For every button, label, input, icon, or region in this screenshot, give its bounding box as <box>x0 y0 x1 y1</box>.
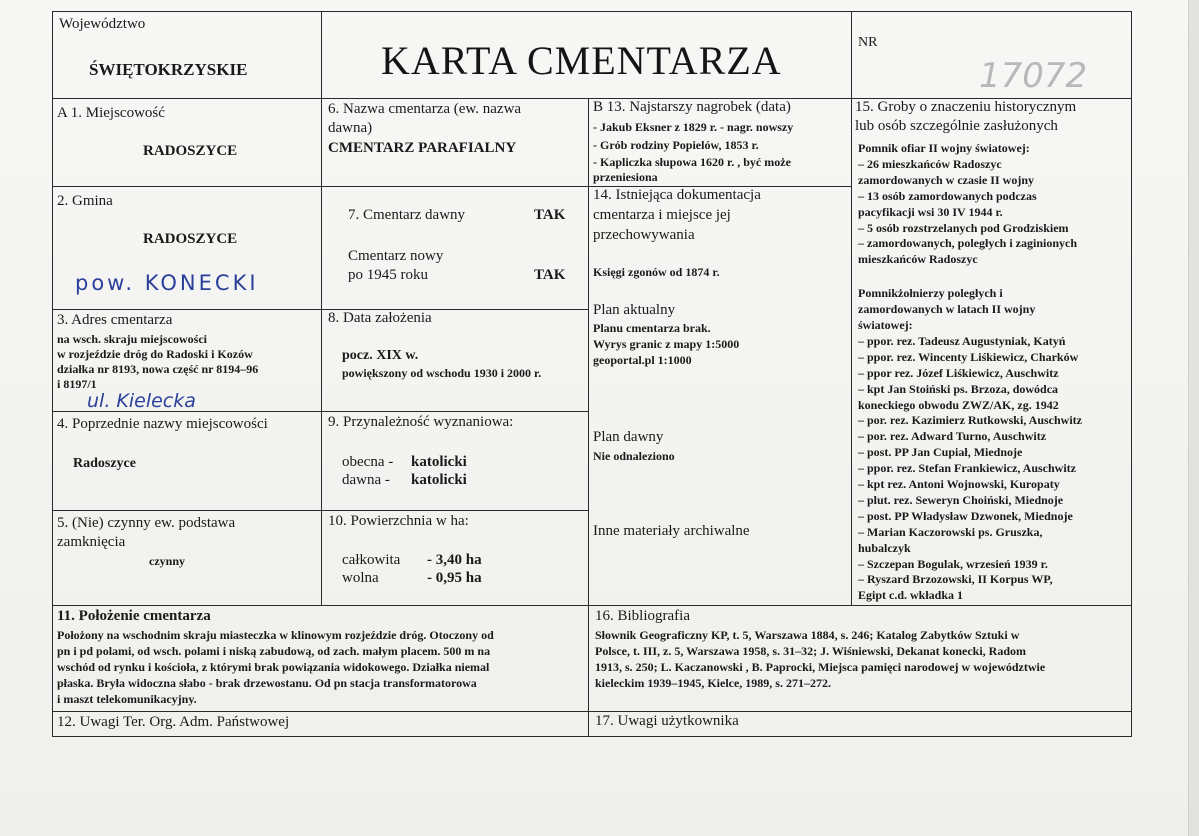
field-11-line: pn i pd polami, od wsch. polami i niską zabudową, od zach. małym placem. 500 m na <box>57 644 491 658</box>
field-15-line: – 26 mieszkańców Radoszyc <box>858 156 1002 171</box>
field-14-plan-current-line: geoportal.pl 1:1000 <box>593 353 692 367</box>
field-3-line: w rozjeździe dróg do Radoski i Kozów <box>57 347 253 361</box>
field-6-label: dawna) <box>328 120 373 136</box>
field-17-label: 17. Uwagi użytkownika <box>595 713 739 729</box>
field-9-label: 9. Przynależność wyznaniowa: <box>328 414 514 430</box>
field-1-locality <box>52 98 322 187</box>
field-15-line: hubalczyk <box>858 540 911 555</box>
field-15-label: lub osób szczególnie zasłużonych <box>855 118 1058 134</box>
field-13-line: - Jakub Eksner z 1829 r. - nagr. nowszy <box>593 120 794 134</box>
field-14-label: przechowywania <box>593 227 695 243</box>
field-13-line: przeniesiona <box>593 170 658 184</box>
field-14-plan-old-label: Plan dawny <box>593 429 664 445</box>
field-15-line: – 13 osób zamordowanych podczas <box>858 188 1037 203</box>
field-14-other-materials-label: Inne materiały archiwalne <box>593 523 750 539</box>
field-15-line: – por. rez. Kazimierz Rutkowski, Auschwitz <box>858 413 1082 428</box>
field-4-value: Radoszyce <box>73 456 136 471</box>
field-15-line: – ppor. rez. Wincenty Liśkiewicz, Charków <box>858 349 1079 364</box>
field-15-historic-graves <box>851 98 1132 606</box>
field-12-admin-notes <box>52 711 589 737</box>
field-14-plan-current-line: Planu cmentarza brak. <box>593 321 711 335</box>
field-11-line: Położony na wschodnim skraju miasteczka w klinowym rozjeździe dróg. Otoczony od <box>57 628 494 642</box>
field-13-line: - Grób rodziny Popielów, 1853 r. <box>593 138 759 152</box>
field-15-line: – ppor rez. Józef Liśkiewicz, Auschwitz <box>858 365 1059 380</box>
field-7-cemetery-type <box>321 186 589 310</box>
field-10-area <box>321 510 589 606</box>
field-13-label: B 13. Najstarszy nagrobek (data) <box>593 99 791 115</box>
field-15-line: – ppor. rez. Tadeusz Augustyniak, Katyń <box>858 333 1066 348</box>
field-15-line: Pomnik ofiar II wojny światowej: <box>858 141 1030 155</box>
field-10-total-value: - 3,40 ha <box>427 552 482 568</box>
field-15-line: – kpt Jan Stoiński ps. Brzoza, dowódca <box>858 381 1059 396</box>
field-3-handwritten-street: ul. Kielecka <box>87 390 196 412</box>
field-2-commune <box>52 186 322 310</box>
field-9-denomination <box>321 411 589 511</box>
field-15-line: – 5 osób rozstrzelanych pod Grodziskiem <box>858 220 1069 235</box>
field-15-line: pacyfikacji wsi 30 IV 1944 r. <box>858 204 1003 219</box>
field-8-value: pocz. XIX w. <box>342 348 419 363</box>
field-15-line: – zamordowanych, poległych i zaginionych <box>858 236 1078 251</box>
field-16-label: 16. Bibliografia <box>595 608 690 624</box>
field-15-line: – ppor. rez. Stefan Frankiewicz, Auschwitz <box>858 461 1076 476</box>
field-15-line: – kpt rez. Antoni Wojnowski, Kuropaty <box>858 477 1060 491</box>
field-15-line: – post. PP Władysław Dzwonek, Miednoje <box>858 508 1073 523</box>
field-14-label: cmentarza i miejsce jej <box>593 207 731 223</box>
field-4-label: 4. Poprzednie nazwy miejscowości <box>57 416 268 432</box>
field-15-line: zamordowanych w latach II wojny <box>858 302 1036 317</box>
field-17-user-notes <box>588 711 1132 737</box>
field-3-line: działka nr 8193, nowa część nr 8194–96 <box>57 362 259 376</box>
field-11-line: płaska. Bryła widoczna słabo - brak drzewostanu. Od pn stacja transformatorowa <box>57 676 477 690</box>
field-3-label: 3. Adres cmentarza <box>57 312 173 328</box>
field-7-label-new: po 1945 roku <box>348 267 428 283</box>
field-16-line: 1913, s. 250; L. Kaczanowski , B. Paprocki, Miejsca pamięci narodowej w województwie <box>595 660 1046 674</box>
nr-label: NR <box>858 35 878 50</box>
field-13-oldest-tombstone <box>588 98 852 187</box>
field-13-line: - Kapliczka słupowa 1620 r. , być może <box>593 155 791 169</box>
field-3-line: na wsch. skraju miejscowości <box>57 332 207 346</box>
nr-cell <box>851 11 1132 99</box>
field-15-line: Pomnikżołnierzy poległych i <box>858 286 1003 301</box>
field-10-free-label: wolna <box>342 570 379 586</box>
field-9-current-value: katolicki <box>411 454 467 470</box>
paper-edge <box>1188 0 1199 836</box>
field-14-documentation <box>588 186 852 606</box>
field-2-label: 2. Gmina <box>57 193 113 209</box>
voivodeship-cell <box>52 11 322 99</box>
field-3-line: i 8197/1 <box>57 377 97 391</box>
field-8-note: powiększony od wschodu 1930 i 2000 r. <box>342 366 542 380</box>
field-16-line: Polsce, t. III, z. 5, Warszawa 1958, s. 31–32; J. Wiśniewski, Dekanat konecki, Radom <box>595 644 1027 658</box>
field-2-value: RADOSZYCE <box>143 231 238 247</box>
field-16-line: kieleckim 1939–1945, Kielce, 1989, s. 271–272. <box>595 676 831 690</box>
title-cell <box>321 11 852 99</box>
field-15-line: – plut. rez. Seweryn Choiński, Miednoje <box>858 492 1064 507</box>
field-15-line: – Szczepan Bogulak, wrzesień 1939 r. <box>858 556 1048 571</box>
field-12-label: 12. Uwagi Ter. Org. Adm. Państwowej <box>57 714 290 730</box>
field-15-line: mieszkańców Radoszyc <box>858 252 978 267</box>
field-5-value: czynny <box>149 554 185 568</box>
field-15-line: – Marian Kaczorowski ps. Gruszka, <box>858 524 1043 539</box>
page-title: KARTA CMENTARZA <box>381 38 782 83</box>
field-16-bibliography <box>588 605 1132 712</box>
field-14-records: Księgi zgonów od 1874 r. <box>593 265 720 279</box>
field-1-value: RADOSZYCE <box>143 143 238 159</box>
field-9-former-label: dawna - <box>342 472 390 488</box>
field-15-line: – Ryszard Brzozowski, II Korpus WP, <box>858 572 1053 587</box>
field-15-line: Egipt c.d. wkładka 1 <box>858 588 964 603</box>
field-14-plan-old-value: Nie odnaleziono <box>593 449 675 463</box>
field-14-plan-current-line: Wyrys granic z mapy 1:5000 <box>593 337 740 351</box>
field-7-label-old: 7. Cmentarz dawny <box>348 207 466 223</box>
field-14-plan-current-label: Plan aktualny <box>593 302 676 318</box>
field-15-label: 15. Groby o znaczeniu historycznym <box>855 99 1077 115</box>
field-7-value-old: TAK <box>534 207 566 223</box>
field-15-line: – post. PP Jan Cupiał, Miednoje <box>858 445 1023 460</box>
field-15-line: – por. rez. Adward Turno, Auschwitz <box>858 429 1047 444</box>
field-1-label: A 1. Miejscowość <box>57 105 165 121</box>
field-6-cemetery-name <box>321 98 589 187</box>
field-6-label: 6. Nazwa cmentarza (ew. nazwa <box>328 101 522 117</box>
field-7-label-new: Cmentarz nowy <box>348 248 444 264</box>
voivodeship-value: ŚWIĘTOKRZYSKIE <box>89 60 248 79</box>
field-10-free-value: - 0,95 ha <box>427 570 482 586</box>
field-11-line: wschód od rynku i kościoła, z którymi brak powiązania widokowego. Działka niemal <box>57 660 490 674</box>
field-6-value: CMENTARZ PARAFIALNY <box>328 140 517 156</box>
field-14-label: 14. Istniejąca dokumentacja <box>593 187 761 203</box>
field-7-value-new: TAK <box>534 267 566 283</box>
field-5-label: 5. (Nie) czynny ew. podstawa <box>57 515 236 531</box>
field-2-handwritten-county: pow. KONECKI <box>75 271 259 295</box>
field-15-line: światowej: <box>858 318 913 332</box>
field-9-former-value: katolicki <box>411 472 467 488</box>
field-4-former-names <box>52 411 322 511</box>
field-3-address <box>52 309 322 412</box>
field-11-line: i maszt telekomunikacyjny. <box>57 692 197 706</box>
field-16-line: Słownik Geograficzny KP, t. 5, Warszawa 1884, s. 246; Katalog Zabytków Sztuki w <box>595 628 1020 642</box>
field-8-founding-date <box>321 309 589 412</box>
field-15-line: zamordowanych w czasie II wojny <box>858 172 1034 187</box>
field-10-total-label: całkowita <box>342 552 401 568</box>
field-11-label: 11. Położenie cmentarza <box>57 608 211 624</box>
voivodeship-label: Województwo <box>59 16 146 32</box>
field-8-label: 8. Data założenia <box>328 310 432 326</box>
field-5-active-status <box>52 510 322 606</box>
field-10-label: 10. Powierzchnia w ha: <box>328 513 469 529</box>
field-5-label: zamknięcia <box>57 534 126 550</box>
nr-value: 17072 <box>979 56 1088 96</box>
field-15-line: koneckiego obwodu ZWZ/AK, zg. 1942 <box>858 397 1059 412</box>
field-9-current-label: obecna - <box>342 454 394 470</box>
field-11-location <box>52 605 589 712</box>
